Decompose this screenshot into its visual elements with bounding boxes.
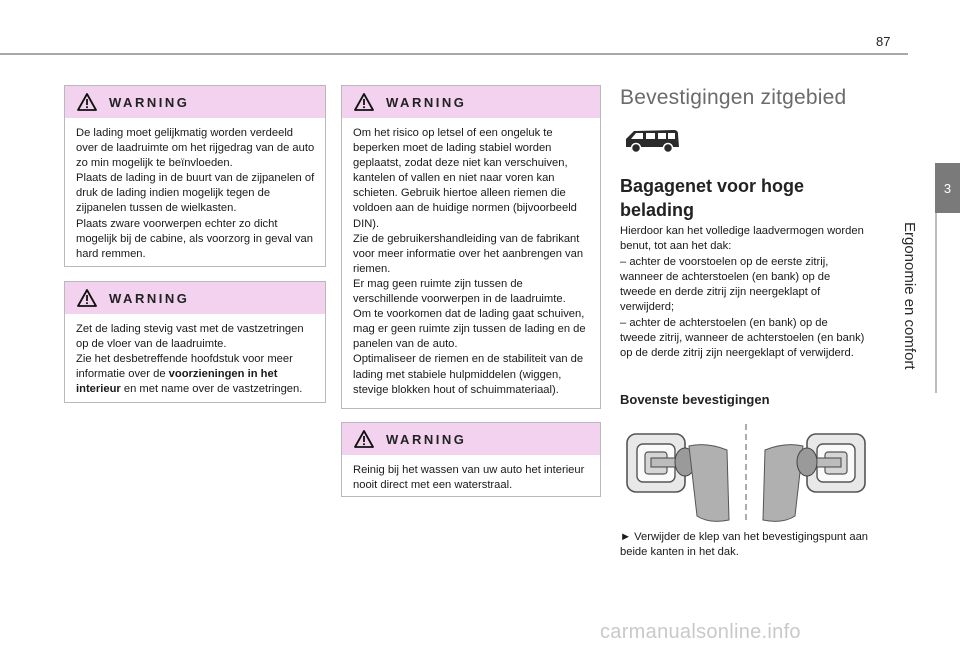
section-body bbox=[620, 224, 865, 362]
warning-title: WARNING bbox=[109, 290, 190, 306]
warning-text-part: en met name over de vastzetringen. bbox=[120, 383, 303, 396]
chapter-number: 3 bbox=[943, 180, 952, 196]
roof-anchor-illustration bbox=[615, 420, 877, 525]
warning-body bbox=[342, 118, 600, 406]
warning-header bbox=[342, 86, 600, 118]
warning-text: Optimaliseer de riemen en de stabiliteit van de lading met stabiele hulpmiddelen (wiggen, stevige blokken hout of schuimmateriaal). bbox=[353, 353, 584, 396]
chapter-tab[interactable] bbox=[935, 163, 960, 213]
warning-box-4 bbox=[341, 422, 601, 497]
warning-header bbox=[342, 423, 600, 455]
warning-triangle-icon bbox=[77, 289, 97, 307]
warning-text: Er mag geen ruimte zijn tussen de verschillende voorwerpen in de laadruimte. bbox=[353, 277, 566, 306]
chapter-label-wrap bbox=[900, 222, 920, 392]
header-rule bbox=[0, 53, 908, 55]
warning-header bbox=[65, 282, 325, 314]
warning-triangle-icon bbox=[77, 93, 97, 111]
warning-text: Om te voorkomen dat de lading gaat schuiven, mag er geen ruimte zijn tussen de lading en de panelen van de auto. bbox=[353, 308, 586, 351]
warning-box-3 bbox=[341, 85, 601, 409]
warning-text: Zie de gebruikershandleiding van de fabrikant voor meer informatie over het aanbrengen van riemen. bbox=[353, 232, 584, 275]
warning-title: WARNING bbox=[386, 94, 467, 110]
warning-text: Plaats de lading in de buurt van de zijpanelen of druk de lading indien mogelijk tegen de zijpanelen tussen de wielkasten. bbox=[76, 172, 315, 215]
warning-text: Zet de lading stevig vast met de vastzetringen op de vloer van de laadruimte. bbox=[76, 323, 304, 351]
warning-text: De lading moet gelijkmatig worden verdeeld over de laadruimte om het rijgedrag van de auto zo min mogelijk te beïnvloeden. bbox=[76, 127, 315, 170]
warning-box-2 bbox=[64, 281, 326, 403]
subheading: Bovenste bevestigingen bbox=[620, 392, 770, 407]
section-title: Bevestigingen zitgebied bbox=[620, 86, 847, 109]
warning-triangle-icon bbox=[354, 93, 374, 111]
cross-reference: voorzieningen in het interieur bbox=[76, 368, 278, 396]
chapter-rule bbox=[935, 213, 937, 393]
warning-triangle-icon bbox=[354, 430, 374, 448]
warning-body bbox=[65, 118, 325, 270]
page-number: 87 bbox=[876, 34, 891, 49]
van-icon bbox=[620, 125, 682, 155]
warning-box-1 bbox=[64, 85, 326, 267]
body-paragraph: Hierdoor kan het volledige laadvermogen worden benut, tot aan het dak: bbox=[620, 225, 864, 253]
warning-text: Reinig bij het wassen van uw auto het interieur nooit direct met een waterstraal. bbox=[353, 464, 585, 492]
warning-text bbox=[76, 352, 316, 397]
warning-text: Om het risico op letsel of een ongeluk te beperken moet de lading stabiel worden geplaatst, zodat deze niet kan verschuiven, kantelen of vallen en niet naar voren kan schieten. Gebruik hiertoe alleen riemen die voldoen aan de huidige normen (bijvoorbeeld DIN). bbox=[353, 127, 577, 230]
chapter-label: Ergonomie en comfort bbox=[901, 222, 918, 370]
body-paragraph: – achter de achterstoelen (en bank) op de tweede zitrij, wanneer de achterstoelen (en bank) op de derde zitrij zijn neergeklapt of verwijderd. bbox=[620, 316, 865, 360]
warning-body bbox=[342, 455, 600, 501]
warning-title: WARNING bbox=[109, 94, 190, 110]
warning-title: WARNING bbox=[386, 431, 467, 447]
warning-text: Plaats zware voorwerpen echter zo dicht mogelijk bij de cabine, als voorzorg in geval van hard remmen. bbox=[76, 217, 313, 260]
instruction-caption: ► Verwijder de klep van het bevestigingspunt aan beide kanten in het dak. bbox=[620, 531, 869, 559]
warning-header bbox=[65, 86, 325, 118]
body-paragraph: – achter de voorstoelen op de eerste zitrij, wanneer de achterstoelen (en bank) op de tweede en derde zitrij zijn neergeklapt of verwijderd; bbox=[620, 255, 831, 314]
warning-text-part: Zie het desbetreffende hoofdstuk voor meer informatie over de bbox=[76, 353, 293, 381]
watermark: carmanualsonline.info bbox=[600, 621, 801, 643]
section-subtitle: Bagagenet voor hoge belading bbox=[620, 176, 805, 220]
warning-body bbox=[65, 314, 325, 405]
